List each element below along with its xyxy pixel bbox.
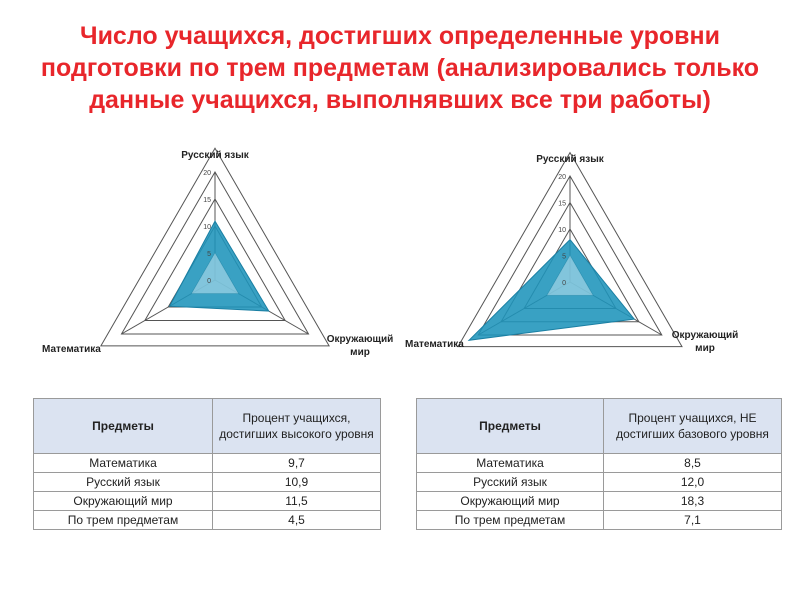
category-label: Математика [405, 339, 464, 350]
tick-label: 10 [203, 224, 211, 231]
tick-label: 15 [558, 200, 566, 208]
table-row [34, 492, 381, 511]
table-row [417, 511, 782, 530]
table-below-base [416, 398, 782, 530]
category-label: мир [695, 343, 715, 354]
page-title: Число учащихся, достигших определенные уровни подготовки по трем предметам (анализировались только данные учащихся, выполнявших все три работы) [40, 22, 760, 114]
value-cell: 18,3 [604, 492, 782, 511]
subject-cell: Математика [417, 454, 604, 473]
value-cell: 11,5 [213, 492, 381, 511]
subject-cell: Математика [34, 454, 213, 473]
table-row [417, 473, 782, 492]
category-label: Математика [42, 344, 101, 355]
subject-cell: Окружающий мир [34, 492, 213, 511]
category-label: мир [350, 347, 370, 358]
table-high-level [33, 398, 381, 530]
radar-chart-below-base [400, 145, 790, 375]
category-label: Окружающий [671, 330, 739, 341]
subject-cell: По трем предметам [417, 511, 604, 530]
tick-label: 20 [203, 170, 211, 177]
table-header-subjects: Предметы [34, 399, 213, 454]
table-header-subjects: Предметы [417, 399, 604, 454]
value-cell: 7,1 [604, 511, 782, 530]
table-header-percent: Процент учащихся, НЕ достигших базового уровня [604, 399, 782, 454]
tick-label: 0 [562, 280, 566, 287]
tick-label: 20 [558, 174, 566, 181]
radar-chart-high-level [30, 145, 400, 375]
value-cell: 4,5 [213, 511, 381, 530]
tick-label: 0 [207, 278, 211, 285]
tick-label: 15 [203, 197, 211, 204]
table-row [34, 511, 381, 530]
value-cell: 8,5 [604, 454, 782, 473]
table-row [34, 454, 381, 473]
value-cell: 12,0 [604, 473, 782, 492]
subject-cell: По трем предметам [34, 511, 213, 530]
table-row [34, 473, 381, 492]
value-cell: 10,9 [213, 473, 381, 492]
category-label: Русский язык [181, 150, 249, 161]
category-label: Русский язык [536, 154, 604, 165]
subject-cell: Русский язык [34, 473, 213, 492]
subject-cell: Окружающий мир [417, 492, 604, 511]
tick-label: 5 [562, 253, 566, 261]
subject-cell: Русский язык [417, 473, 604, 492]
table-row [417, 492, 782, 511]
value-cell: 9,7 [213, 454, 381, 473]
category-label: Окружающий [326, 334, 394, 345]
tick-label: 10 [558, 227, 566, 234]
table-row [417, 454, 782, 473]
tick-label: 5 [207, 251, 211, 258]
table-header-percent: Процент учащихся, достигших высокого уровня [213, 399, 381, 454]
